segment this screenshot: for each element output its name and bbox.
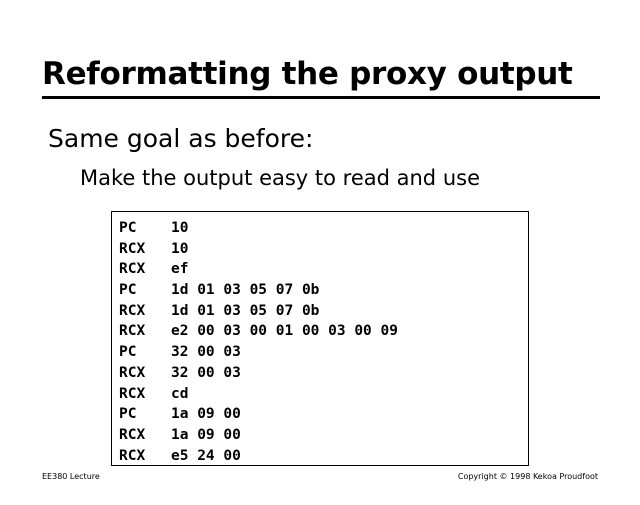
code-line-bytes: 1d 01 03 05 07 0b <box>171 302 320 319</box>
code-line-label: RCX <box>119 385 146 402</box>
footer-course-label: EE380 Lecture <box>42 472 100 481</box>
code-line-bytes: 1a 09 00 <box>171 426 241 443</box>
code-line-bytes: 1a 09 00 <box>171 406 241 423</box>
code-line <box>119 404 528 425</box>
code-line-label: RCX <box>119 240 146 257</box>
code-line-bytes: cd <box>171 385 189 402</box>
slide-title: Reformatting the proxy output <box>42 56 573 92</box>
code-line <box>119 218 528 239</box>
code-line-bytes: e5 24 00 <box>171 447 241 464</box>
code-line-bytes: 10 <box>171 240 189 257</box>
code-line-bytes: 10 <box>171 220 189 236</box>
code-line-label: RCX <box>119 302 146 319</box>
title-underline <box>42 96 600 99</box>
code-line-bytes: e2 00 03 00 01 00 03 00 09 <box>171 323 398 340</box>
code-line-label: PC <box>119 344 137 361</box>
code-line <box>119 321 528 342</box>
footer-copyright: Copyright © 1998 Kekoa Proudfoot <box>457 472 598 481</box>
code-line <box>119 259 528 280</box>
code-line <box>119 239 528 260</box>
code-line <box>119 280 528 301</box>
code-line-bytes: 1d 01 03 05 07 0b <box>171 282 320 299</box>
code-line-label: PC <box>119 220 137 236</box>
bullet-level-1: Same goal as before: <box>48 124 314 153</box>
code-line-bytes: 32 00 03 <box>171 344 241 361</box>
bullet-level-2: Make the output easy to read and use <box>80 166 480 190</box>
code-line <box>119 342 528 363</box>
code-line-label: RCX <box>119 364 146 381</box>
code-line-label: RCX <box>119 447 146 464</box>
code-line-bytes: 32 00 03 <box>171 364 241 381</box>
code-line <box>119 425 528 446</box>
code-line-label: PC <box>119 282 137 299</box>
code-line <box>119 384 528 405</box>
code-line-bytes: ef <box>171 261 189 278</box>
code-line-label: RCX <box>119 426 146 443</box>
code-line <box>119 301 528 322</box>
code-line-label: PC <box>119 406 137 423</box>
code-line <box>119 446 528 467</box>
code-line-label: RCX <box>119 323 146 340</box>
code-line-label: RCX <box>119 261 146 278</box>
code-output-box <box>111 211 529 466</box>
code-line <box>119 363 528 384</box>
